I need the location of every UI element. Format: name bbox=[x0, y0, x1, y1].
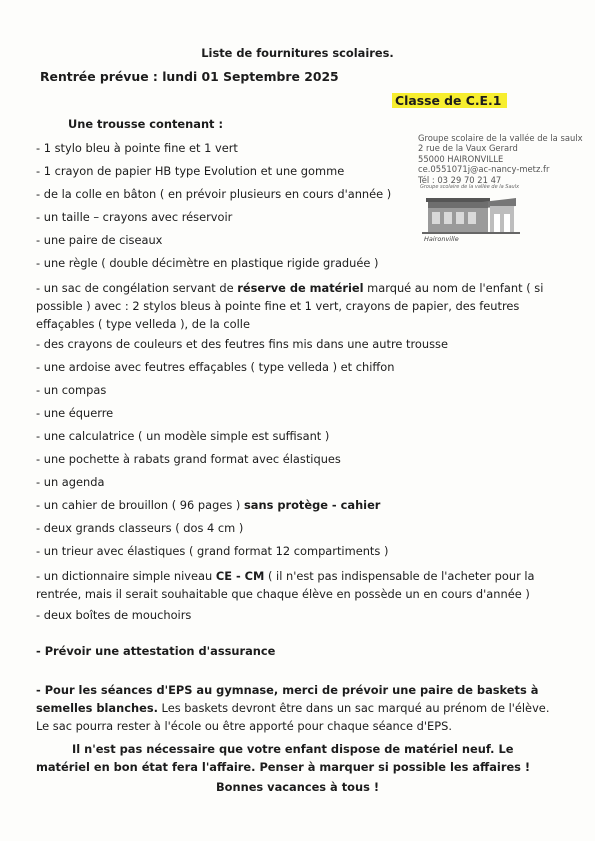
cahier-start: - un cahier de brouillon ( 96 pages ) bbox=[36, 498, 244, 512]
list-item: - une calculatrice ( un modèle simple est suffisant ) bbox=[36, 429, 330, 443]
list-item: - une équerre bbox=[36, 406, 114, 420]
sac-bold: réserve de matériel bbox=[237, 281, 364, 295]
list-item: - un agenda bbox=[36, 475, 105, 489]
sac-item bbox=[36, 279, 561, 333]
dico-start: - un dictionnaire simple niveau bbox=[36, 569, 216, 583]
list-item: - une règle ( double décimètre en plastique rigide graduée ) bbox=[36, 256, 379, 270]
list-item: - des crayons de couleurs et des feutres fins mis dans une autre trousse bbox=[36, 337, 448, 351]
list-item: - deux boîtes de mouchoirs bbox=[36, 608, 192, 622]
eps-bold: - Pour les séances d'EPS au gymnase, merci de prévoir une paire de baskets à semelles blanches. bbox=[36, 683, 539, 715]
eps-rest: Les baskets devront être dans un sac marqué au prénom de l'élève. Le sac pourra rester à l'école ou être apporté pour chaque séance d'EPS. bbox=[36, 701, 550, 733]
document-title: Liste de fournitures scolaires. bbox=[201, 46, 394, 60]
stamp-signature: Haironville bbox=[424, 235, 459, 243]
list-item: - une pochette à rabats grand format avec élastiques bbox=[36, 452, 341, 466]
dictionnaire-item bbox=[36, 567, 561, 603]
dico-bold: CE - CM bbox=[215, 569, 265, 583]
materiel-note: Il n'est pas nécessaire que votre enfant dispose de matériel neuf. Le matériel en bon état fera l'affaire. Penser à marquer si possible les affaires ! bbox=[36, 742, 531, 774]
list-item: - une ardoise avec feutres effaçables ( type velleda ) et chiffon bbox=[36, 360, 395, 374]
school-address-line: Tél : 03 29 70 21 47 bbox=[418, 174, 502, 185]
eps-note bbox=[36, 681, 561, 735]
dico-rest: ( il n'est pas indispensable de l'acheter pour la rentrée, mais il serait souhaitable que chaque élève en possède un en cours d'année ) bbox=[36, 569, 535, 601]
list-item: - 1 stylo bleu à pointe fine et 1 vert bbox=[36, 141, 238, 155]
cahier-item bbox=[36, 498, 380, 512]
school-address bbox=[418, 133, 583, 185]
stamp-caption: Groupe scolaire de la vallée de la Saulx bbox=[420, 184, 520, 190]
list-item: - un compas bbox=[36, 383, 107, 397]
sac-intro: - un sac de congélation servant de bbox=[36, 281, 238, 295]
sac-rest: marqué au nom de l'enfant ( si possible ) avec : 2 stylos bleus à pointe fine et 1 vert, crayons de papier, des feutres effaçables ( type velleda ), de la colle bbox=[36, 281, 544, 331]
list-item: - 1 crayon de papier HB type Evolution et une gomme bbox=[36, 164, 345, 178]
school-address-line: Groupe scolaire de la vallée de la saulx bbox=[418, 133, 583, 143]
class-label: Classe de C.E.1 bbox=[392, 93, 507, 108]
list-item: - de la colle en bâton ( en prévoir plusieurs en cours d'année ) bbox=[36, 187, 392, 201]
school-stamp bbox=[420, 184, 522, 246]
list-item: - deux grands classeurs ( dos 4 cm ) bbox=[36, 521, 244, 535]
school-address-line: 55000 HAIRONVILLE bbox=[418, 153, 504, 164]
school-address-line: ce.0551071j@ac-nancy-metz.fr bbox=[418, 164, 550, 175]
list-item: - un taille – crayons avec réservoir bbox=[36, 210, 233, 224]
assurance-note: - Prévoir une attestation d'assurance bbox=[36, 644, 276, 658]
list-item: - une paire de ciseaux bbox=[36, 233, 163, 247]
closing-message: Bonnes vacances à tous ! bbox=[215, 780, 380, 794]
cahier-bold: sans protège - cahier bbox=[244, 498, 381, 512]
trousse-heading: Une trousse contenant : bbox=[68, 117, 224, 131]
list-item: - un trieur avec élastiques ( grand format 12 compartiments ) bbox=[36, 544, 389, 558]
rentree-date: Rentrée prévue : lundi 01 Septembre 2025 bbox=[40, 69, 339, 84]
school-address-line: 2 rue de la Vaux Gerard bbox=[418, 143, 518, 154]
